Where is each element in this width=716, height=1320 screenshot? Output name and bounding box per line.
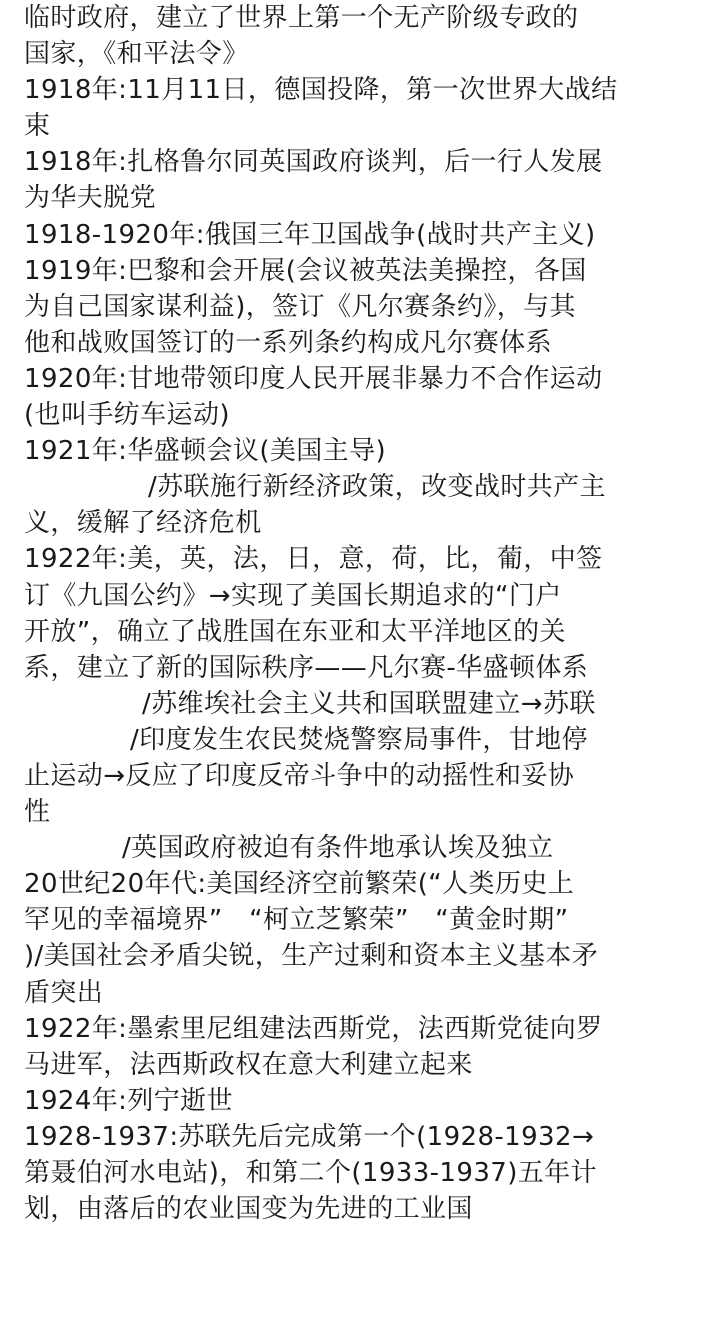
text-line: 国家，《和平法令》 <box>24 39 249 70</box>
text-line: 第聂伯河水电站)，和第二个(1933-1937)五年计 <box>24 1158 597 1188</box>
text-line: 系，建立了新的国际秩序——凡尔赛-华盛顿体系 <box>24 652 589 683</box>
text-line: 划，由落后的农业国变为先进的工业国 <box>24 1194 473 1225</box>
text-line: 订《九国公约》→实现了美国长期追求的“门户 <box>24 580 562 611</box>
text-line: 20世纪20年代:美国经济空前繁荣(“人类历史上 <box>24 869 575 900</box>
text-line: 开放”，确立了战胜国在东亚和太平洋地区的关 <box>24 616 566 647</box>
history-notes-document <box>24 0 696 1227</box>
text-line: (也叫手纺车运动) <box>24 400 230 431</box>
text-line: 义，缓解了经济危机 <box>24 508 262 539</box>
text-line: 1920年:甘地带领印度人民开展非暴力不合作运动 <box>24 363 603 394</box>
text-line: 为自己国家谋利益)，签订《凡尔赛条约》，与其 <box>24 291 576 322</box>
text-line: 1928-1937:苏联先后完成第一个(1928-1932→ <box>24 1121 595 1152</box>
text-line: 他和战败国签订的一系列条约构成凡尔赛体系 <box>24 327 553 358</box>
text-line: 为华夫脱党 <box>24 183 157 214</box>
text-line: 1921年:华盛顿会议(美国主导) <box>24 436 387 467</box>
text-line: 止运动→反应了印度反帝斗争中的动摇性和妥协 <box>24 760 575 791</box>
text-line: 罕见的幸福境界” “柯立芝繁荣” “黄金时期” <box>24 905 569 936</box>
text-line: 性 <box>24 797 51 828</box>
text-line: 1918年:扎格鲁尔同英国政府谈判，后一行人发展 <box>24 147 603 178</box>
text-line: )/美国社会矛盾尖锐，生产过剩和资本主义基本矛 <box>24 941 599 972</box>
text-line: 1924年:列宁逝世 <box>24 1085 233 1116</box>
text-line: 临时政府，建立了世界上第一个无产阶级专政的 <box>24 3 579 33</box>
text-line: 1918年:11月11日，德国投降，第一次世界大战结 <box>24 75 618 106</box>
text-line-indented: /印度发生农民焚烧警察局事件，甘地停 <box>130 724 588 755</box>
text-line: 1918-1920年:俄国三年卫国战争(战时共产主义) <box>24 219 596 250</box>
text-line-indented: /苏维埃社会主义共和国联盟建立→苏联 <box>142 688 596 719</box>
text-line: 马进军，法西斯政权在意大利建立起来 <box>24 1049 473 1080</box>
text-line: 1919年:巴黎和会开展(会议被英法美操控，各国 <box>24 255 587 286</box>
text-line: 1922年:美，英，法，日，意，荷，比，葡，中签 <box>24 544 603 575</box>
text-line-indented: /苏联施行新经济政策，改变战时共产主 <box>148 472 606 503</box>
text-line: 束 <box>24 111 51 142</box>
text-line: 1922年:墨索里尼组建法西斯党，法西斯党徒向罗 <box>24 1013 603 1044</box>
text-line: 盾突出 <box>24 977 104 1008</box>
text-line-indented: /英国政府被迫有条件地承认埃及独立 <box>122 833 554 864</box>
